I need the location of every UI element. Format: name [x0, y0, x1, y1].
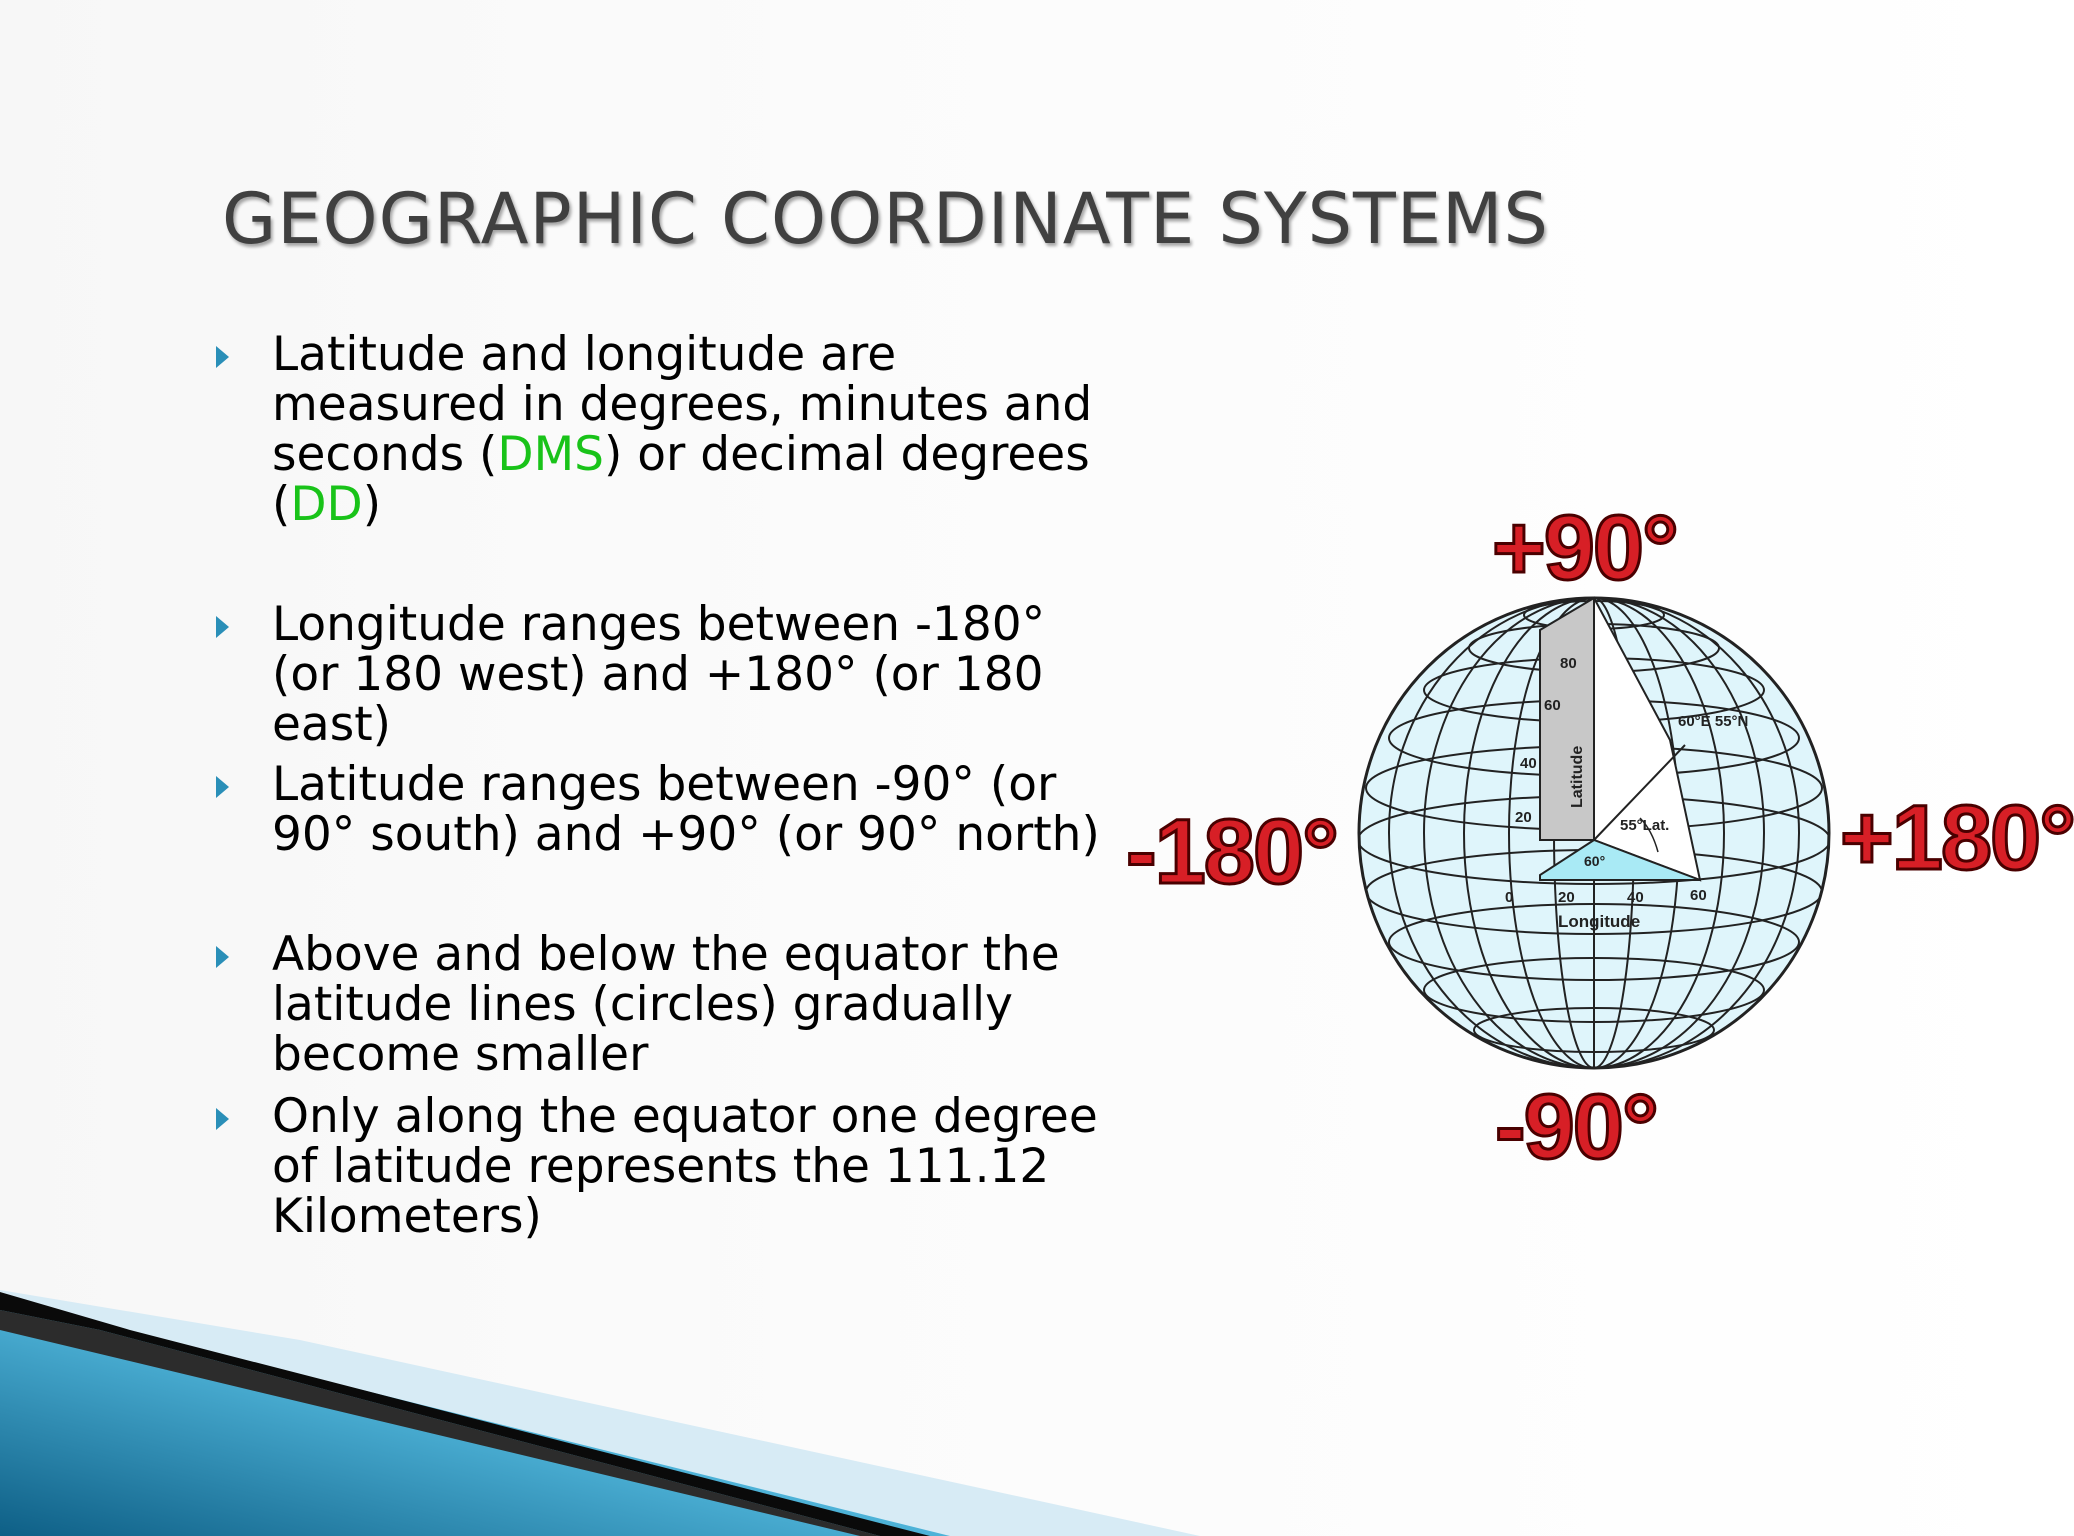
- lon-tick: 60: [1690, 887, 1707, 904]
- lat-tick: 20: [1515, 809, 1532, 826]
- bullet-text: Latitude ranges between -90° (or 90° south) and +90° (or 90° north): [272, 757, 1100, 862]
- point-label: 60°E 55°N: [1678, 713, 1749, 730]
- bullet-arrow-icon: [216, 776, 229, 798]
- lon-tick: 0: [1505, 889, 1514, 906]
- lon-axis-label: Longitude: [1558, 912, 1641, 931]
- bullet-arrow-icon: [216, 946, 229, 968]
- label-plus-180: +180°: [1840, 787, 2074, 889]
- lat-angle-label: 55°Lat.: [1620, 817, 1670, 834]
- lat-axis-label: Latitude: [1569, 745, 1586, 808]
- highlight-dms: DMS: [497, 427, 604, 482]
- label-minus-180: -180°: [1126, 801, 1337, 903]
- lat-tick: 40: [1520, 755, 1537, 772]
- bullet-list: [210, 327, 1110, 1244]
- bullet-text: Latitude and longitude are measured in degrees, minutes and seconds (DMS) or decimal degrees (DD): [272, 327, 1093, 532]
- bullet-item: [210, 327, 1110, 532]
- bullet-text: Longitude ranges between -180° (or 180 west) and +180° (or 180 east): [272, 597, 1046, 752]
- bullet-item: [210, 1089, 1110, 1244]
- bullet-text: Only along the equator one degree of latitude represents the 111.12 Kilometers): [272, 1089, 1098, 1244]
- label-minus-90: -90°: [1495, 1076, 1657, 1178]
- highlight-dd: DD: [290, 477, 363, 532]
- slide-title: GEOGRAPHIC COORDINATE SYSTEMS: [222, 178, 1549, 260]
- bullet-arrow-icon: [216, 616, 229, 638]
- bullet-item: [210, 757, 1110, 862]
- lat-tick: 80: [1560, 655, 1577, 672]
- globe-figure: [1340, 590, 1840, 1070]
- lon-tick: 20: [1558, 889, 1575, 906]
- label-plus-90: +90°: [1492, 497, 1677, 599]
- bullet-text: Above and below the equator the latitude lines (circles) gradually become smaller: [272, 927, 1060, 1082]
- bullet-arrow-icon: [216, 346, 229, 368]
- bullet-item: [210, 597, 1110, 752]
- lon-tick: 40: [1627, 889, 1644, 906]
- bullet-item: [210, 927, 1110, 1082]
- lon-angle-label: 60°: [1584, 853, 1606, 869]
- bullet-arrow-icon: [216, 1108, 229, 1130]
- lat-tick: 60: [1544, 697, 1561, 714]
